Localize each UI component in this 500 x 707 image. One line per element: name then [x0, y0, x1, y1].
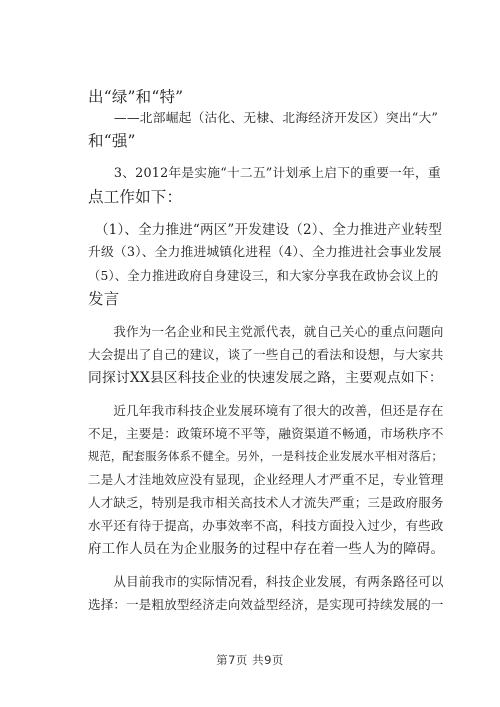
text-line: 同探讨XX县区科技企业的快速发展之路，主要观点如下： — [88, 370, 443, 386]
text-line: 我作为一名企业和民主党派代表，就自己关心的重点问题向 — [88, 324, 444, 339]
text-line: 二是人才洼地效应没有显现，企业经理人才严重不足，专业管理 — [88, 472, 444, 487]
text-line: 点工作如下： — [88, 188, 183, 206]
text-line: （1）、全力推进“两区”开发建设（2）、全力推进产业转型 — [88, 222, 443, 238]
page-number-footer: 第7页 共9页 — [216, 653, 284, 667]
text-line: 水平还有待于提高，办事效率不高，科技方面投入过少，有些政 — [88, 518, 444, 533]
text-line: 从目前我市的实际情况看，科技企业发展，有两条路径可以 — [88, 574, 444, 589]
text-line: （5）、全力推进政府自身建设三，和大家分享我在政协会议上的 — [88, 269, 439, 283]
text-line: 大会提出了自己的建议，谈了一些自己的看法和设想，与大家共 — [88, 347, 444, 362]
text-line: 选择：一是粗放型经济走向效益型经济，是实现可持续发展的一 — [88, 597, 444, 612]
text-line: 府工作人员在为企业服务的过程中存在着一些人为的障碍。 — [88, 541, 445, 557]
text-line: 发言 — [88, 290, 120, 308]
text-line: 和“强” — [88, 132, 136, 150]
text-line: 出“绿”和“特” — [88, 88, 184, 106]
text-line: 规范，配套服务体系不健全。另外，一是科技企业发展水平相对落后； — [88, 450, 443, 463]
text-line: 升级（3）、全力推进城镇化进程（4）、全力推进社会事业发展 — [88, 245, 442, 260]
text-line: 近几年我市科技企业发展环境有了很大的改善，但还是存在 — [88, 403, 444, 418]
text-line: 3、2012年是实施“十二五”计划承上启下的重要一年，重 — [88, 166, 441, 181]
text-line: 不足，主要是：政策环境不平等，融资渠道不畅通，市场秩序不 — [88, 426, 444, 441]
text-line: ——北部崛起（沽化、无棣、北海经济开发区）突出“大” — [88, 111, 439, 126]
text-line: 人才缺乏，特别是我市相关高技术人才流失严重；三是政府服务 — [88, 495, 444, 510]
